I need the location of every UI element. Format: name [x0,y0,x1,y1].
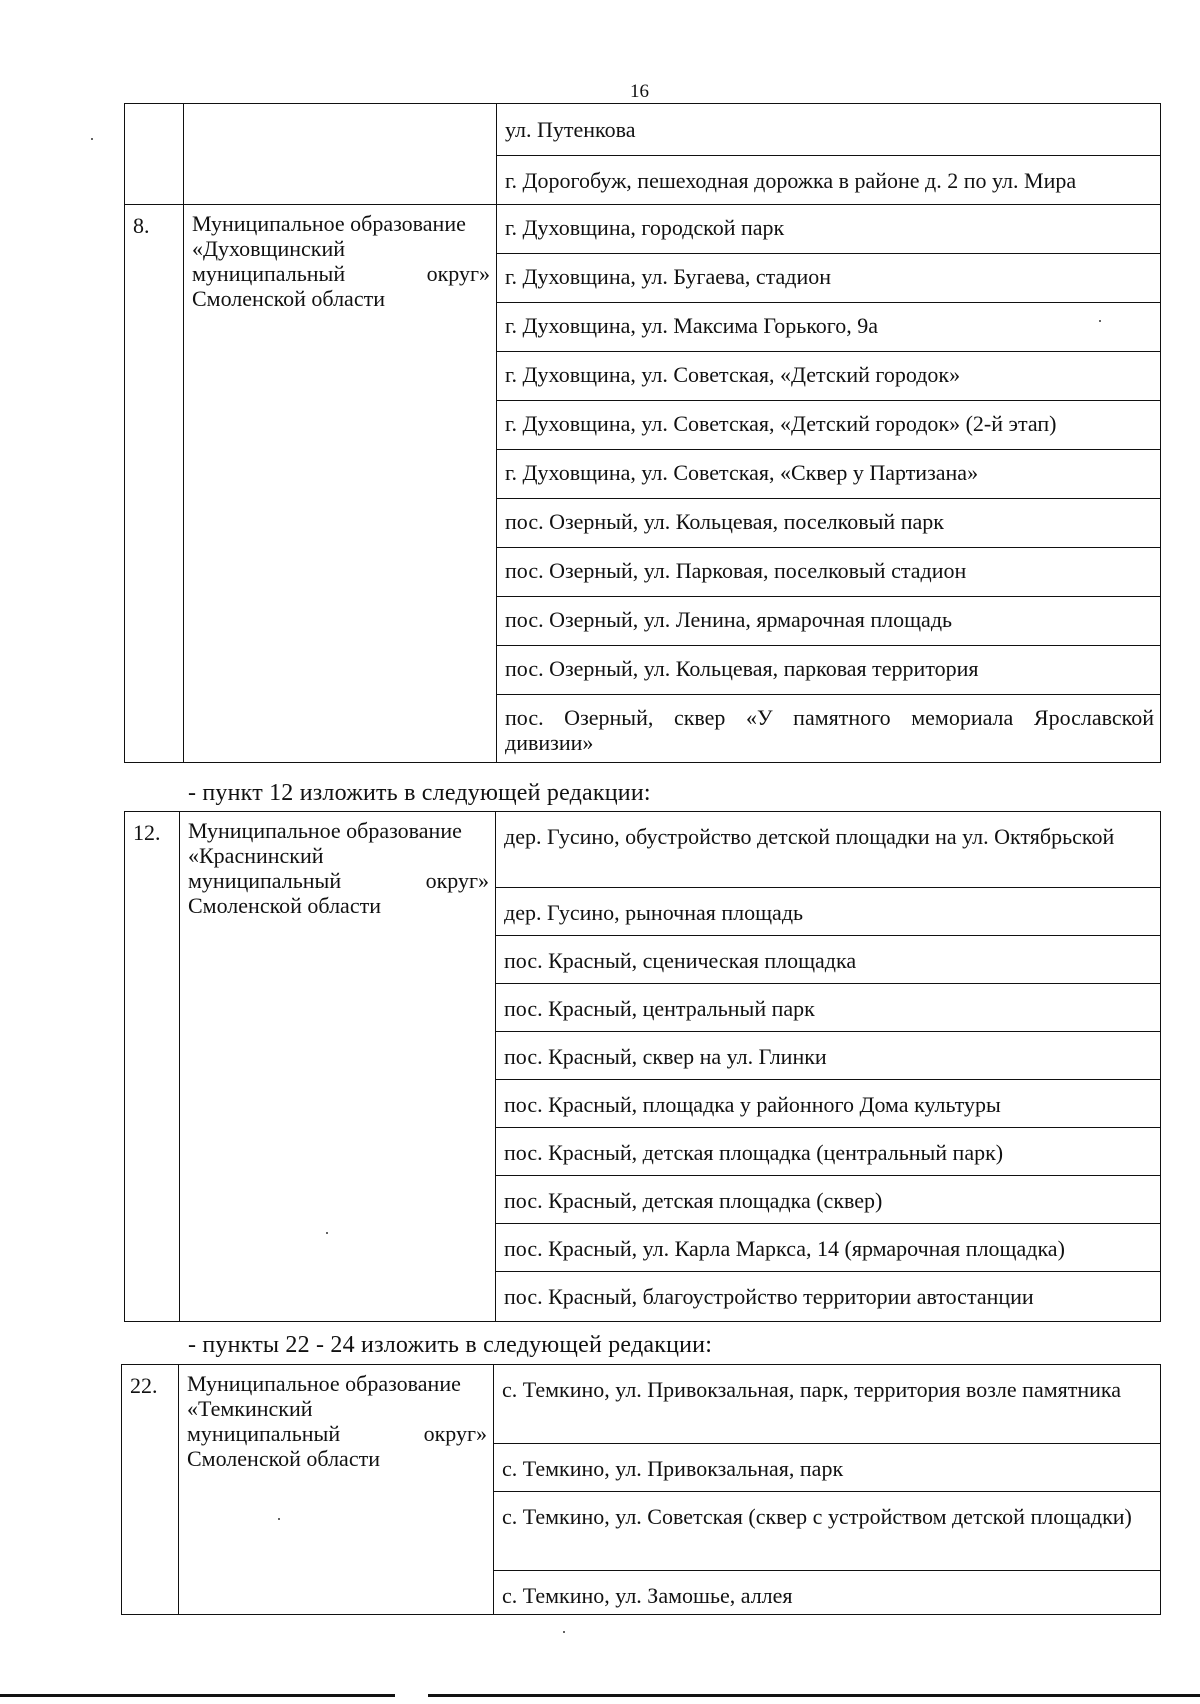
scan-speck [326,1232,328,1234]
site-cell: пос. Красный, площадка у районного Дома культуры [496,1080,1161,1128]
cell-empty-name [184,104,497,205]
instruction-item-12: - пункт 12 изложить в следующей редакции: [188,780,651,806]
site-cell: г. Духовщина, городской парк [497,205,1161,254]
scan-speck [563,1631,565,1633]
footer-rule-left [0,1694,395,1697]
site-cell: г. Духовщина, ул. Бугаева, стадион [497,254,1161,303]
table-section-12 [124,811,1161,1322]
scan-speck [91,138,93,140]
site-cell: пос. Озерный, ул. Кольцевая, парковая территория [497,646,1161,695]
site-cell: пос. Красный, сквер на ул. Глинки [496,1032,1161,1080]
site-cell: пос. Красный, благоустройство территории автостанции [496,1272,1161,1322]
municipality-name: Муниципальное образование «Духовщинский муниципальный округ» Смоленской области [184,205,497,763]
table-row [125,205,1161,254]
municipality-name: Муниципальное образование «Темкинский муниципальный округ» Смоленской области [179,1365,494,1615]
row-number: 22. [122,1365,179,1615]
site-cell: пос. Красный, ул. Карла Маркса, 14 (ярмарочная площадка) [496,1224,1161,1272]
page-number: 16 [630,81,649,102]
row-number: 8. [125,205,184,763]
site-cell: пос. Озерный, ул. Кольцевая, поселковый парк [497,499,1161,548]
site-cell: пос. Красный, детская площадка (сквер) [496,1176,1161,1224]
site-cell: г. Духовщина, ул. Советская, «Сквер у Партизана» [497,450,1161,499]
site-cell: г. Духовщина, ул. Максима Горького, 9а [497,303,1161,352]
site-cell: с. Темкино, ул. Привокзальная, парк, территория возле памятника [494,1365,1161,1444]
table-section-8 [124,103,1161,763]
site-cell: г. Духовщина, ул. Советская, «Детский городок» (2-й этап) [497,401,1161,450]
site-cell: дер. Гусино, обустройство детской площадки на ул. Октябрьской [496,812,1161,888]
site-cell: г. Духовщина, ул. Советская, «Детский городок» [497,352,1161,401]
scan-speck [1099,320,1101,322]
row-number: 12. [125,812,180,1322]
site-cell: с. Темкино, ул. Советская (сквер с устройством детской площадки) [494,1492,1161,1571]
site-cell: пос. Озерный, сквер «У памятного мемориала Ярославской дивизии» [497,695,1161,763]
site-cell: пос. Красный, сценическая площадка [496,936,1161,984]
site-cell: пос. Красный, детская площадка (центральный парк) [496,1128,1161,1176]
site-cell: пос. Озерный, ул. Парковая, поселковый стадион [497,548,1161,597]
cell-empty-num [125,104,184,205]
scan-speck [278,1518,280,1520]
instruction-items-22-24: - пункты 22 - 24 изложить в следующей редакции: [188,1332,713,1358]
site-cell: г. Дорогобуж, пешеходная дорожка в районе д. 2 по ул. Мира [497,156,1161,205]
table-section-22 [121,1364,1161,1615]
site-cell: пос. Озерный, ул. Ленина, ярмарочная площадь [497,597,1161,646]
site-cell: дер. Гусино, рыночная площадь [496,888,1161,936]
footer-rule-right [428,1694,1200,1697]
site-cell: пос. Красный, центральный парк [496,984,1161,1032]
site-cell: с. Темкино, ул. Привокзальная, парк [494,1444,1161,1492]
table-row [125,104,1161,156]
site-cell: с. Темкино, ул. Замошье, аллея [494,1571,1161,1615]
site-cell: ул. Путенкова [497,104,1161,156]
municipality-name: Муниципальное образование «Краснинский муниципальный округ» Смоленской области [180,812,496,1322]
